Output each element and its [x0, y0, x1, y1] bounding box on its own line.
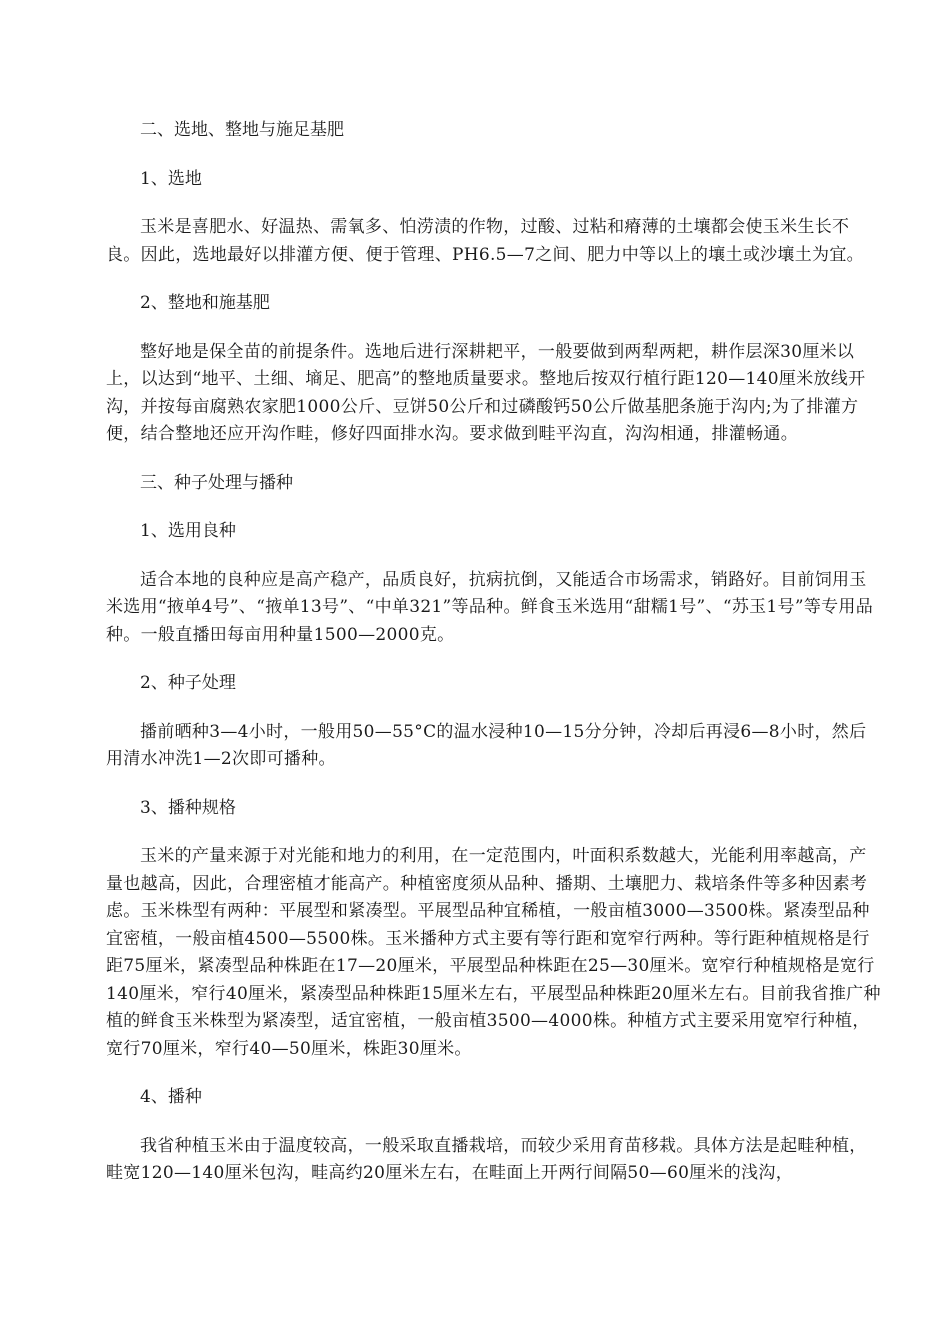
- subheading-sowing: 4、播种: [140, 1087, 202, 1107]
- paragraph-sowing: 我省种植玉米由于温度较高，一般采取直播栽培，而较少采用育苗移栽。具体方法是起畦种植，畦宽120—140厘米包沟，畦高约20厘米左右，在畦面上开两行间隔50—60厘米的浅沟，: [106, 1135, 867, 1183]
- paragraph-seed-treatment: 播前晒种3—4小时，一般用50—55°C的温水浸种10—15分分钟，冷却后再浸6—8小时，然后用清水冲洗1—2次即可播种。: [106, 721, 867, 769]
- section-heading-site-selection: 二、选地、整地与施足基肥: [140, 120, 344, 140]
- subheading-select-land: 1、选地: [140, 168, 202, 189]
- paragraph-sowing-spec: 玉米的产量来源于对光能和地力的利用，在一定范围内，叶面积系数越大，光能利用率越高，产量也越高，因此，合理密植才能高产。种植密度须从品种、播期、土壤肥力、栽培条件等多种因素考虑。玉米株型有两种：平展型和紧凑型。平展型品种宜稀植，一般亩植3000—3500株。紧凑型品种宜密植，一般亩植4500—5500株。玉米播种方式主要有等行距和宽窄行两种。等行距种植规格是行距75厘米，紧凑型品种株距在17—20厘米，平展型品种株距在25—30厘米。宽窄行种植规格是宽行140厘米，窄行40厘米，紧凑型品种株距15厘米左右，平展型品种株距20厘米左右。目前我省推广种植的鲜食玉米株型为紧凑型，适宜密植，一般亩植3500—4000株。种植方式主要采用宽窄行种植，宽行70厘米，窄行40—50厘米，株距30厘米。: [106, 846, 881, 1059]
- subheading-select-variety: 1、选用良种: [140, 521, 236, 541]
- paragraph-land-prep: 整好地是保全苗的前提条件。选地后进行深耕耙平，一般要做到两犁两耙，耕作层深30厘米以上，以达到“地平、土细、墒足、肥高”的整地质量要求。整地后按双行植行距120—140厘米放线开沟，并按每亩腐熟农家肥1000公斤、豆饼50公斤和过磷酸钙50公斤做基肥条施于沟内;为了排灌方便，结合整地还应开沟作畦，修好四面排水沟。要求做到畦平沟直，沟沟相通，排灌畅通。: [106, 341, 866, 444]
- paragraph-select-variety: 适合本地的良种应是高产稳产，品质良好，抗病抗倒，又能适合市场需求，销路好。目前饲用玉米选用“掖单4号”、“掖单13号”、“中单321”等品种。鲜食玉米选用“甜糯1号”、“苏玉1号”等专用品种。一般直播田每亩用种量1500—2000克。: [106, 569, 874, 645]
- subheading-seed-treatment: 2、种子处理: [140, 673, 236, 693]
- section-heading-seed-sowing: 三、种子处理与播种: [140, 472, 293, 493]
- subheading-sowing-spec: 3、播种规格: [140, 797, 236, 818]
- subheading-land-prep: 2、整地和施基肥: [140, 293, 270, 313]
- paragraph-select-land: 玉米是喜肥水、好温热、需氧多、怕涝渍的作物，过酸、过粘和瘠薄的土壤都会使玉米生长不良。因此，选地最好以排灌方便、便于管理、PH6.5—7之间、肥力中等以上的壤土或沙壤土为宜。: [106, 217, 864, 265]
